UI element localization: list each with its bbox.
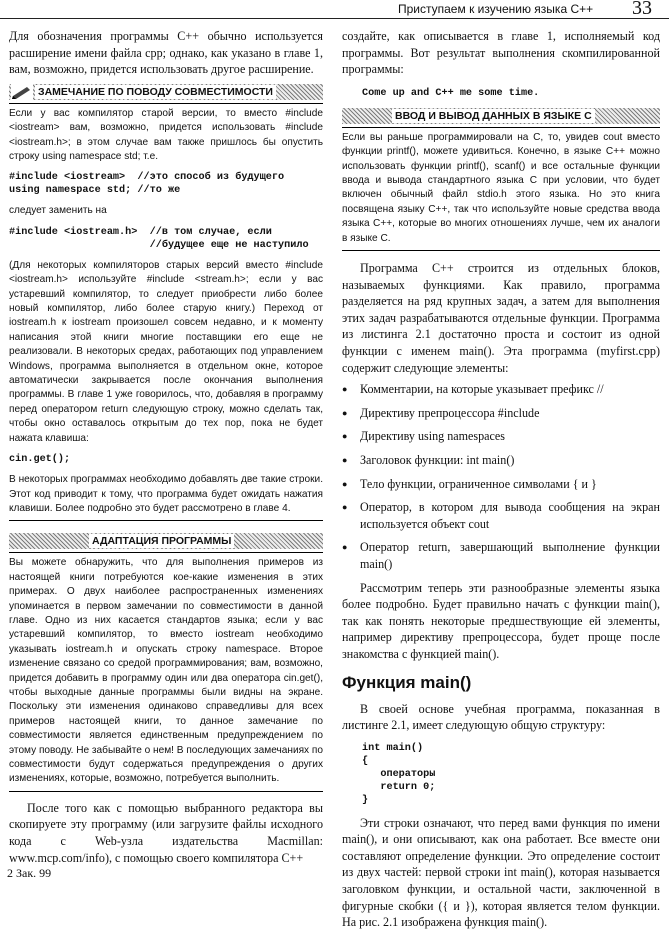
intro-paragraph: Для обозначения программы С++ обычно используется расширение имени файла cpp; однако, как указано в главе 1, вам, возможно, придется использовать другое расширение. bbox=[9, 29, 323, 77]
main-intro-paragraph: Рассмотрим теперь эти разнообразные элементы языка более подробно. Будет правильно начать с функции main(), так как понять некоторые предшествующие ей элементы, например директиву препроцессора, будет проще после знакомства с функцией main(). bbox=[342, 580, 660, 661]
io-banner bbox=[342, 108, 660, 124]
elements-list bbox=[342, 381, 660, 572]
adapt-text: Вы можете обнаружить, что для выполнения примеров из настоящей книги потребуются кое-какие изменения в этих примерах. О двух наиболее распространенных изменениях упоминается в первом замечании по совместимости в данной главе. Одно из них касается стандартов языка; если у вас устаревший компилятор, то вместо iostream необходимо указывать iostream.h и опускать строку namespace. Второе изменение связано со средой программирования; вам, возможно, придется добавить в программу один или два оператора cin.get(), чтобы выходные данные программы были видны на экране. Поскольку эти изменения одинаково справедливы для всех примеров настоящей книги, то данное замечание по совместимости является единственным предупреждением по этому поводу. Не забывайте о нем! В последующих замечаниях по совместимости будут содержаться предупреждения о других изменениях, которые, возможно, потребуется выполнить. bbox=[9, 557, 323, 785]
page-number: 33 bbox=[632, 0, 652, 19]
list-item: ● Директиву using namespaces bbox=[342, 428, 660, 445]
structure-paragraph: В своей основе учебная программа, показанная в листинге 2.1, имеет следующую общую структуру: bbox=[342, 701, 660, 733]
functions-paragraph: Программа С++ строится из отдельных блоков, называемых функциями. Как правило, программа разделяется на ряд крупных задач, а затем для выполнения этих задач разрабатываются отдельные функции. Программа из листинга 2.1 достаточно проста и состоит из одной функции с именем main(). Эта программа (myfirst.cpp) содержит следующие элементы: bbox=[342, 261, 660, 375]
pencil-icon bbox=[11, 84, 33, 100]
compat-title: ЗАМЕЧАНИЕ ПО ПОВОДУ СОВМЕСТИМОСТИ bbox=[35, 85, 276, 99]
after-paragraph: После того как с помощью выбранного редактора вы скопируете эту программу (или загрузите файлы исходного кода с Web-узла издательства Macmillan: www.mcp.com/info), с помощью своего компилятора С++ bbox=[9, 800, 323, 865]
adapt-banner bbox=[9, 533, 323, 549]
compile-paragraph: создайте, как описывается в главе 1, исполняемый код программы. Вот результат выполнения скомпилированной программы: bbox=[342, 29, 660, 77]
code-include-new: #include <iostream> //это способ из будущего using namespace std; //то же bbox=[9, 172, 285, 197]
io-text: Если вы раньше программировали на С, то, увидев cout вместо функции printf(), можете удивиться. Конечно, в языке С++ можно использовать функции printf(), scanf() и все остальные функции ввода и вывода стандартного языка С при условии, что будет включен обычный файл stdio.h этого языка. Но это книга посвящена языку С++, так что используйте новые средства ввода языка С++, которые во многих отношениях лучше, чем их аналоги в языке С. bbox=[342, 131, 660, 244]
left-column bbox=[9, 28, 323, 866]
compat-text-1: Если у вас компилятор старой версии, то вместо #include <iostream> вам, возможно, придется использовать #include <iostream.h>; в этом случае вам также пришлось бы опустить строку using namespace std; т.е. bbox=[9, 107, 323, 162]
list-item: ● Тело функции, ограниченное символами { и } bbox=[342, 476, 660, 493]
list-item: ● Заголовок функции: int main() bbox=[342, 452, 660, 469]
list-item: ● Комментарии, на которые указывает префикс // bbox=[342, 381, 660, 398]
code-cin-get: cin.get(); bbox=[9, 454, 71, 466]
program-output: Come up and C++ me some time. bbox=[362, 87, 540, 99]
list-item: ● Оператор, в котором для вывода сообщения на экран используется объект cout bbox=[342, 499, 660, 532]
io-title: ВВОД И ВЫВОД ДАННЫХ В ЯЗЫКЕ С bbox=[392, 109, 595, 123]
section-heading: Функция main() bbox=[342, 672, 472, 692]
compat-banner bbox=[9, 84, 323, 100]
footer-signature: 2 Зак. 99 bbox=[7, 866, 52, 880]
list-item: ● Оператор return, завершающий выполнение функции main() bbox=[342, 539, 660, 572]
compat-text-3: (Для некоторых компиляторов старых версий вместо #include <iostream.h> используйте #include <stream.h>; если у вас устаревший компилятор, то следует приобрести либо более новый компилятор, либо более старую книгу.) Переход от iostream.h к iostream произошел совсем недавно, и к моменту написания этой книги многие поставщики его еще не реализовали. В некоторых средах, работающих под управлением Windows, программа выполняется в отдельном окне, которое автоматически закрывается после окончания выполнения программы. В главе 1 уже говорилось, что, добавляя в программу перед оператором return следующую строку, можно сделать так, чтобы окно оставалось открытым до тех пор, пока не будет нажата клавиша: bbox=[9, 259, 323, 444]
main-code-listing: int main() { операторы return 0; } bbox=[362, 742, 436, 806]
definition-paragraph: Эти строки означают, что перед вами функция по имени main(), и они описывают, как она работает. Все вместе они составляют определение функции. Это определение состоит из двух частей: первой строки int main(), которая называется заголовком функции, и остальной части, заключенной в фигурные скобки ({ и }), которая является телом функции. На рис. 2.1 изображена функция main(). bbox=[342, 815, 660, 930]
io-note bbox=[342, 127, 660, 251]
adapt-note bbox=[9, 552, 323, 792]
page-header bbox=[0, 0, 669, 19]
compat-text-2: следует заменить на bbox=[9, 205, 107, 217]
code-include-old: #include <iostream.h> //в том случае, если //будущее еще не наступило bbox=[9, 226, 309, 251]
compat-text-4: В некоторых программах необходимо добавлять две такие строки. Этот код приводит к тому, что программа будет ожидать нажатия клавиши. Более подробно это будет рассмотрено в главе 4. bbox=[9, 474, 323, 514]
list-item: ● Директиву препроцессора #include bbox=[342, 405, 660, 422]
running-title: Приступаем к изучению языка С++ bbox=[398, 2, 594, 16]
right-column bbox=[342, 28, 660, 931]
compat-note bbox=[9, 103, 323, 522]
adapt-title: АДАПТАЦИЯ ПРОГРАММЫ bbox=[89, 534, 234, 548]
